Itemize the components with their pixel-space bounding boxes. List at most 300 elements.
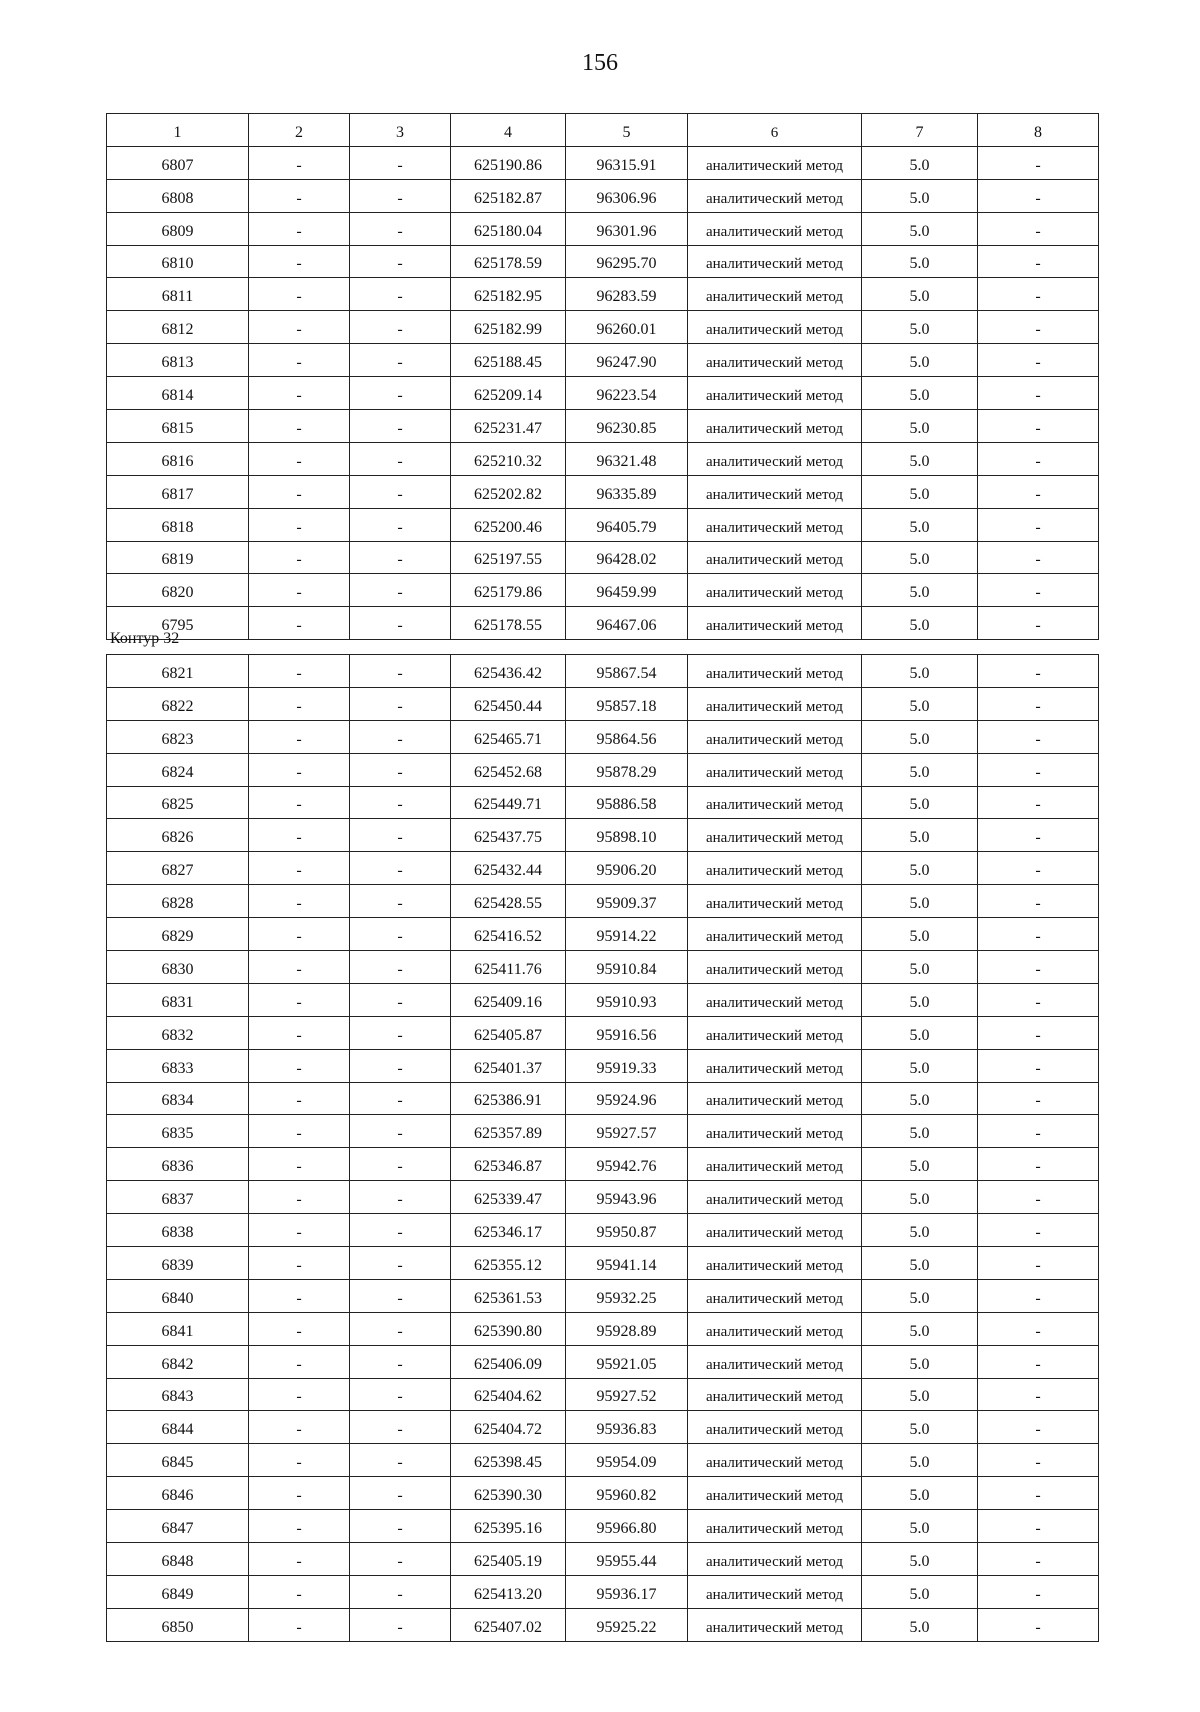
cell-col-3: - [350, 1345, 451, 1378]
cell-col-6: аналитический метод [688, 410, 862, 443]
cell-col-4: 625339.47 [451, 1181, 566, 1214]
cell-col-2: - [249, 311, 350, 344]
cell-col-5: 96459.99 [566, 574, 688, 607]
cell-col-2: - [249, 607, 350, 640]
cell-col-2: - [249, 1378, 350, 1411]
cell-col-8: - [978, 687, 1099, 720]
cell-col-2: - [249, 1181, 350, 1214]
cell-col-3: - [350, 1082, 451, 1115]
cell-col-3: - [350, 1312, 451, 1345]
cell-col-1: 6829 [107, 918, 249, 951]
cell-col-4: 625202.82 [451, 475, 566, 508]
cell-col-8: - [978, 1214, 1099, 1247]
cell-col-5: 95864.56 [566, 720, 688, 753]
cell-col-1: 6848 [107, 1543, 249, 1576]
cell-col-3: - [350, 1444, 451, 1477]
cell-col-2: - [249, 885, 350, 918]
cell-col-7: 5.0 [862, 885, 978, 918]
cell-col-1: 6825 [107, 786, 249, 819]
cell-col-8: - [978, 146, 1099, 179]
cell-col-5: 95927.52 [566, 1378, 688, 1411]
cell-col-3: - [350, 1115, 451, 1148]
table-row [107, 311, 1099, 344]
cell-col-5: 5 [566, 114, 688, 147]
cell-col-5: 95943.96 [566, 1181, 688, 1214]
cell-col-5: 95924.96 [566, 1082, 688, 1115]
cell-col-4: 625436.42 [451, 655, 566, 688]
cell-col-1: 6843 [107, 1378, 249, 1411]
cell-col-6: аналитический метод [688, 1312, 862, 1345]
cell-col-6: аналитический метод [688, 983, 862, 1016]
cell-col-7: 5.0 [862, 1279, 978, 1312]
table-row [107, 377, 1099, 410]
cell-col-6: аналитический метод [688, 819, 862, 852]
cell-col-1: 6813 [107, 344, 249, 377]
cell-col-7: 5.0 [862, 607, 978, 640]
cell-col-6: аналитический метод [688, 720, 862, 753]
cell-col-3: - [350, 852, 451, 885]
cell-col-7: 5.0 [862, 918, 978, 951]
cell-col-3: - [350, 1279, 451, 1312]
cell-col-8: - [978, 1247, 1099, 1280]
cell-col-4: 625407.02 [451, 1608, 566, 1641]
cell-col-6: аналитический метод [688, 311, 862, 344]
cell-col-2: - [249, 1016, 350, 1049]
cell-col-3: - [350, 819, 451, 852]
cell-col-5: 95928.89 [566, 1312, 688, 1345]
cell-col-5: 95909.37 [566, 885, 688, 918]
cell-col-2: - [249, 1444, 350, 1477]
cell-col-8: - [978, 1279, 1099, 1312]
cell-col-7: 5.0 [862, 541, 978, 574]
cell-col-6: аналитический метод [688, 278, 862, 311]
cell-col-8: - [978, 852, 1099, 885]
cell-col-1: 6828 [107, 885, 249, 918]
cell-col-6: аналитический метод [688, 1181, 862, 1214]
cell-col-6: аналитический метод [688, 1016, 862, 1049]
cell-col-8: - [978, 786, 1099, 819]
cell-col-6: аналитический метод [688, 885, 862, 918]
cell-col-3: - [350, 655, 451, 688]
cell-col-1: 6814 [107, 377, 249, 410]
cell-col-5: 95955.44 [566, 1543, 688, 1576]
cell-col-3: - [350, 1181, 451, 1214]
cell-col-8: - [978, 344, 1099, 377]
cell-col-1: 6808 [107, 179, 249, 212]
table-row [107, 278, 1099, 311]
cell-col-4: 625209.14 [451, 377, 566, 410]
cell-col-7: 5.0 [862, 1016, 978, 1049]
cell-col-8: - [978, 951, 1099, 984]
cell-col-1: 6807 [107, 146, 249, 179]
cell-col-8: - [978, 442, 1099, 475]
cell-col-2: - [249, 410, 350, 443]
cell-col-3: - [350, 1214, 451, 1247]
cell-col-6: аналитический метод [688, 245, 862, 278]
table-row [107, 1510, 1099, 1543]
cell-col-4: 625361.53 [451, 1279, 566, 1312]
cell-col-6: аналитический метод [688, 541, 862, 574]
cell-col-1: 6836 [107, 1148, 249, 1181]
cell-col-2: - [249, 1543, 350, 1576]
cell-col-1: 6842 [107, 1345, 249, 1378]
cell-col-6: аналитический метод [688, 786, 862, 819]
cell-col-8: - [978, 377, 1099, 410]
cell-col-4: 625409.16 [451, 983, 566, 1016]
cell-col-6: аналитический метод [688, 687, 862, 720]
cell-col-2: - [249, 1411, 350, 1444]
cell-col-6: аналитический метод [688, 475, 862, 508]
cell-col-5: 95932.25 [566, 1279, 688, 1312]
cell-col-4: 625413.20 [451, 1575, 566, 1608]
cell-col-8: - [978, 1543, 1099, 1576]
table-row [107, 720, 1099, 753]
cell-col-2: 2 [249, 114, 350, 147]
cell-col-7: 5.0 [862, 687, 978, 720]
cell-col-8: - [978, 918, 1099, 951]
cell-col-4: 625182.87 [451, 179, 566, 212]
cell-col-2: - [249, 1345, 350, 1378]
cell-col-7: 5.0 [862, 753, 978, 786]
table-row [107, 1082, 1099, 1115]
table-row [107, 819, 1099, 852]
table-row [107, 1016, 1099, 1049]
cell-col-7: 5.0 [862, 1378, 978, 1411]
cell-col-5: 96223.54 [566, 377, 688, 410]
cell-col-5: 96283.59 [566, 278, 688, 311]
cell-col-4: 625416.52 [451, 918, 566, 951]
cell-col-5: 95910.84 [566, 951, 688, 984]
cell-col-1: 6816 [107, 442, 249, 475]
cell-col-2: - [249, 344, 350, 377]
cell-col-6: аналитический метод [688, 1444, 862, 1477]
cell-col-8: - [978, 179, 1099, 212]
cell-col-2: - [249, 951, 350, 984]
cell-col-4: 4 [451, 114, 566, 147]
cell-col-2: - [249, 245, 350, 278]
cell-col-5: 96428.02 [566, 541, 688, 574]
cell-col-2: - [249, 574, 350, 607]
table-row [107, 753, 1099, 786]
cell-col-7: 5.0 [862, 278, 978, 311]
cell-col-4: 625395.16 [451, 1510, 566, 1543]
cell-col-6: аналитический метод [688, 1378, 862, 1411]
cell-col-1: 6823 [107, 720, 249, 753]
cell-col-8: - [978, 212, 1099, 245]
cell-col-3: - [350, 442, 451, 475]
cell-col-7: 5.0 [862, 1345, 978, 1378]
table-row [107, 1543, 1099, 1576]
cell-col-8: - [978, 1016, 1099, 1049]
cell-col-2: - [249, 1510, 350, 1543]
table-row [107, 179, 1099, 212]
cell-col-6: аналитический метод [688, 655, 862, 688]
cell-col-5: 95960.82 [566, 1477, 688, 1510]
cell-col-4: 625406.09 [451, 1345, 566, 1378]
cell-col-2: - [249, 179, 350, 212]
cell-col-8: - [978, 1378, 1099, 1411]
cell-col-3: - [350, 179, 451, 212]
cell-col-2: - [249, 1247, 350, 1280]
cell-col-6: аналитический метод [688, 1608, 862, 1641]
cell-col-5: 96335.89 [566, 475, 688, 508]
cell-col-7: 5.0 [862, 344, 978, 377]
cell-col-7: 5.0 [862, 1214, 978, 1247]
table-row [107, 918, 1099, 951]
cell-col-8: - [978, 607, 1099, 640]
cell-col-4: 625182.99 [451, 311, 566, 344]
cell-col-8: - [978, 1444, 1099, 1477]
cell-col-1: 6795 [107, 607, 249, 640]
header-row [107, 114, 1099, 147]
cell-col-3: - [350, 245, 451, 278]
cell-col-5: 95886.58 [566, 786, 688, 819]
cell-col-3: - [350, 687, 451, 720]
cell-col-4: 625390.80 [451, 1312, 566, 1345]
cell-col-3: - [350, 344, 451, 377]
cell-col-3: - [350, 918, 451, 951]
cell-col-2: - [249, 1148, 350, 1181]
cell-col-8: - [978, 753, 1099, 786]
cell-col-8: - [978, 819, 1099, 852]
cell-col-4: 625210.32 [451, 442, 566, 475]
cell-col-7: 5.0 [862, 852, 978, 885]
cell-col-2: - [249, 687, 350, 720]
cell-col-3: - [350, 1049, 451, 1082]
cell-col-4: 625390.30 [451, 1477, 566, 1510]
cell-col-5: 95898.10 [566, 819, 688, 852]
cell-col-5: 95941.14 [566, 1247, 688, 1280]
page-number: 156 [582, 50, 618, 76]
cell-col-7: 5.0 [862, 245, 978, 278]
cell-col-5: 95942.76 [566, 1148, 688, 1181]
cell-col-8: - [978, 1575, 1099, 1608]
cell-col-3: - [350, 410, 451, 443]
cell-col-4: 625386.91 [451, 1082, 566, 1115]
cell-col-7: 5.0 [862, 377, 978, 410]
cell-col-3: - [350, 212, 451, 245]
cell-col-3: - [350, 885, 451, 918]
cell-col-4: 625178.55 [451, 607, 566, 640]
cell-col-4: 625357.89 [451, 1115, 566, 1148]
cell-col-2: - [249, 475, 350, 508]
cell-col-2: - [249, 1279, 350, 1312]
cell-col-1: 6844 [107, 1411, 249, 1444]
cell-col-3: - [350, 720, 451, 753]
table-row [107, 1575, 1099, 1608]
cell-col-7: 5.0 [862, 1181, 978, 1214]
cell-col-1: 6832 [107, 1016, 249, 1049]
table-row [107, 1115, 1099, 1148]
cell-col-1: 1 [107, 114, 249, 147]
cell-col-1: 6824 [107, 753, 249, 786]
cell-col-3: - [350, 311, 451, 344]
coordinates-table-1 [106, 113, 1099, 640]
cell-col-5: 96321.48 [566, 442, 688, 475]
cell-col-8: - [978, 1312, 1099, 1345]
cell-col-8: - [978, 574, 1099, 607]
cell-col-5: 95916.56 [566, 1016, 688, 1049]
cell-col-1: 6831 [107, 983, 249, 1016]
cell-col-4: 625404.62 [451, 1378, 566, 1411]
cell-col-7: 5.0 [862, 1082, 978, 1115]
cell-col-8: - [978, 410, 1099, 443]
cell-col-6: аналитический метод [688, 918, 862, 951]
cell-col-7: 5.0 [862, 720, 978, 753]
table-row [107, 410, 1099, 443]
cell-col-1: 6827 [107, 852, 249, 885]
cell-col-4: 625182.95 [451, 278, 566, 311]
cell-col-1: 6839 [107, 1247, 249, 1280]
cell-col-3: - [350, 1378, 451, 1411]
cell-col-5: 95867.54 [566, 655, 688, 688]
cell-col-5: 95936.83 [566, 1411, 688, 1444]
cell-col-2: - [249, 278, 350, 311]
cell-col-3: - [350, 983, 451, 1016]
cell-col-7: 5.0 [862, 508, 978, 541]
cell-col-1: 6835 [107, 1115, 249, 1148]
cell-col-1: 6830 [107, 951, 249, 984]
table-row [107, 1148, 1099, 1181]
cell-col-6: аналитический метод [688, 574, 862, 607]
cell-col-5: 95910.93 [566, 983, 688, 1016]
cell-col-6: аналитический метод [688, 1214, 862, 1247]
cell-col-5: 95936.17 [566, 1575, 688, 1608]
cell-col-1: 6841 [107, 1312, 249, 1345]
cell-col-8: - [978, 1477, 1099, 1510]
cell-col-4: 625405.87 [451, 1016, 566, 1049]
cell-col-6: аналитический метод [688, 607, 862, 640]
cell-col-5: 95927.57 [566, 1115, 688, 1148]
cell-col-2: - [249, 753, 350, 786]
cell-col-1: 6834 [107, 1082, 249, 1115]
cell-col-5: 95954.09 [566, 1444, 688, 1477]
cell-col-8: - [978, 1148, 1099, 1181]
cell-col-1: 6837 [107, 1181, 249, 1214]
cell-col-4: 625428.55 [451, 885, 566, 918]
cell-col-6: аналитический метод [688, 146, 862, 179]
cell-col-5: 95914.22 [566, 918, 688, 951]
table-row [107, 687, 1099, 720]
cell-col-3: - [350, 1575, 451, 1608]
cell-col-1: 6811 [107, 278, 249, 311]
cell-col-7: 5.0 [862, 819, 978, 852]
cell-col-1: 6840 [107, 1279, 249, 1312]
cell-col-1: 6850 [107, 1608, 249, 1641]
cell-col-3: - [350, 377, 451, 410]
cell-col-3: - [350, 1543, 451, 1576]
cell-col-4: 625450.44 [451, 687, 566, 720]
cell-col-1: 6809 [107, 212, 249, 245]
cell-col-5: 96315.91 [566, 146, 688, 179]
cell-col-4: 625465.71 [451, 720, 566, 753]
cell-col-7: 5.0 [862, 179, 978, 212]
cell-col-5: 96405.79 [566, 508, 688, 541]
cell-col-4: 625190.86 [451, 146, 566, 179]
cell-col-2: - [249, 541, 350, 574]
cell-col-3: - [350, 607, 451, 640]
table-row [107, 574, 1099, 607]
cell-col-8: - [978, 885, 1099, 918]
cell-col-6: аналитический метод [688, 1477, 862, 1510]
cell-col-8: - [978, 720, 1099, 753]
cell-col-3: - [350, 1411, 451, 1444]
cell-col-5: 95919.33 [566, 1049, 688, 1082]
cell-col-2: - [249, 442, 350, 475]
cell-col-4: 625178.59 [451, 245, 566, 278]
cell-col-1: 6849 [107, 1575, 249, 1608]
cell-col-8: - [978, 983, 1099, 1016]
coordinates-table-2 [106, 654, 1099, 1642]
cell-col-2: - [249, 1477, 350, 1510]
cell-col-5: 95925.22 [566, 1608, 688, 1641]
cell-col-3: - [350, 786, 451, 819]
cell-col-7: 5.0 [862, 655, 978, 688]
cell-col-6: аналитический метод [688, 1279, 862, 1312]
cell-col-7: 5.0 [862, 442, 978, 475]
cell-col-3: - [350, 1477, 451, 1510]
cell-col-7: 5.0 [862, 311, 978, 344]
cell-col-2: - [249, 983, 350, 1016]
table-row [107, 1214, 1099, 1247]
cell-col-5: 95906.20 [566, 852, 688, 885]
cell-col-4: 625411.76 [451, 951, 566, 984]
cell-col-5: 96247.90 [566, 344, 688, 377]
cell-col-4: 625398.45 [451, 1444, 566, 1477]
cell-col-1: 6821 [107, 655, 249, 688]
cell-col-7: 5.0 [862, 1115, 978, 1148]
cell-col-7: 5.0 [862, 1543, 978, 1576]
cell-col-3: - [350, 475, 451, 508]
cell-col-3: - [350, 1510, 451, 1543]
cell-col-7: 5.0 [862, 786, 978, 819]
cell-col-8: - [978, 1115, 1099, 1148]
cell-col-2: - [249, 1312, 350, 1345]
cell-col-6: аналитический метод [688, 377, 862, 410]
cell-col-8: - [978, 245, 1099, 278]
cell-col-6: аналитический метод [688, 852, 862, 885]
cell-col-1: 6820 [107, 574, 249, 607]
cell-col-5: 96467.06 [566, 607, 688, 640]
cell-col-8: - [978, 1181, 1099, 1214]
cell-col-1: 6817 [107, 475, 249, 508]
cell-col-8: - [978, 655, 1099, 688]
cell-col-5: 95921.05 [566, 1345, 688, 1378]
cell-col-2: - [249, 146, 350, 179]
cell-col-7: 5.0 [862, 1444, 978, 1477]
table-row [107, 475, 1099, 508]
table-row [107, 1049, 1099, 1082]
cell-col-6: аналитический метод [688, 212, 862, 245]
cell-col-6: аналитический метод [688, 1115, 862, 1148]
cell-col-4: 625401.37 [451, 1049, 566, 1082]
cell-col-4: 625188.45 [451, 344, 566, 377]
cell-col-5: 95950.87 [566, 1214, 688, 1247]
table-row [107, 655, 1099, 688]
cell-col-6: аналитический метод [688, 1082, 862, 1115]
cell-col-8: - [978, 1049, 1099, 1082]
cell-col-5: 96260.01 [566, 311, 688, 344]
cell-col-6: аналитический метод [688, 1247, 862, 1280]
cell-col-8: - [978, 1345, 1099, 1378]
cell-col-2: - [249, 720, 350, 753]
table-row [107, 885, 1099, 918]
cell-col-7: 5.0 [862, 212, 978, 245]
cell-col-2: - [249, 918, 350, 951]
cell-col-3: - [350, 1148, 451, 1181]
cell-col-6: аналитический метод [688, 1411, 862, 1444]
cell-col-8: - [978, 1510, 1099, 1543]
